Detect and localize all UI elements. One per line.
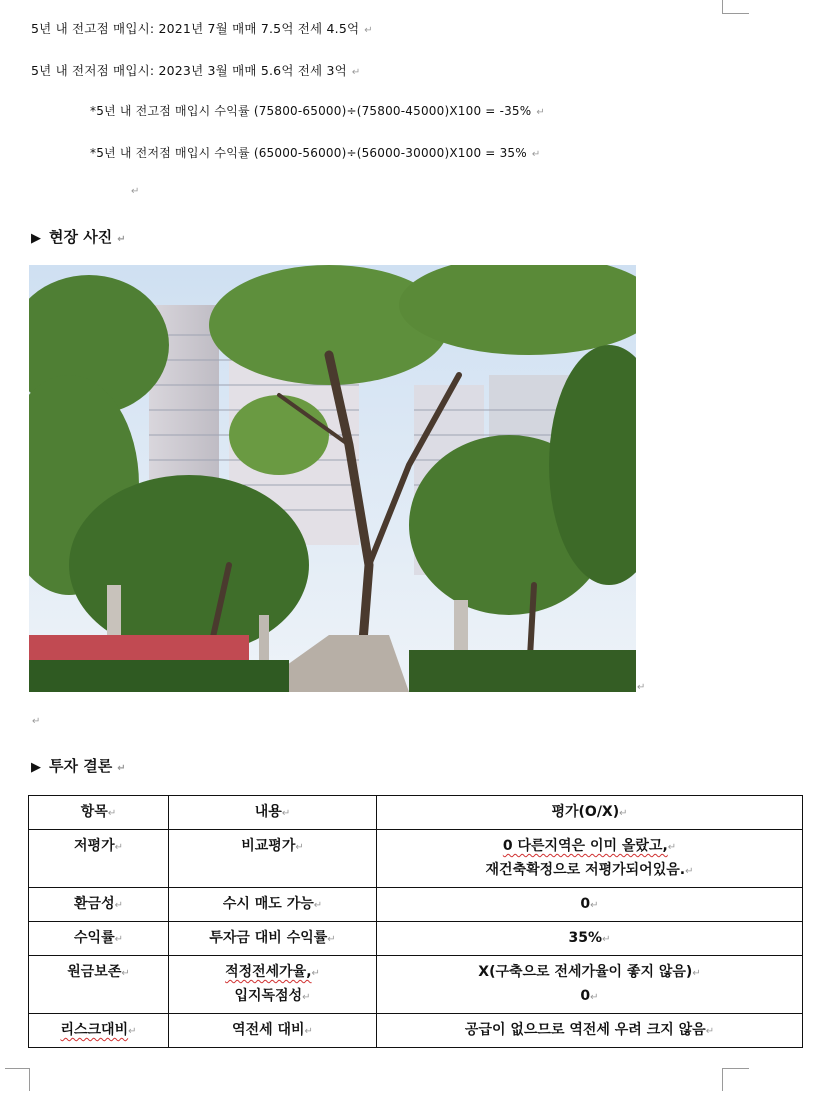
conclusion-table	[28, 795, 803, 1048]
paragraph-mark: ↵	[117, 234, 126, 245]
item-cell: 저평가↵	[29, 830, 169, 888]
evaluation-cell: X(구축으로 전세가율이 좋지 않음)↵ 0↵	[377, 956, 803, 1014]
content-cell: 비교평가↵	[169, 830, 377, 888]
table-row	[29, 888, 803, 922]
site-photo-heading	[31, 226, 126, 247]
content-cell: 수시 매도 가능↵	[169, 888, 377, 922]
header-cell: 내용↵	[169, 796, 377, 830]
line-text: *5년 내 전저점 매입시 수익률 (65000-56000)÷(56000-30000)X100 = 35%	[90, 146, 527, 160]
empty-paragraph	[27, 712, 41, 727]
content-cell: 적정전세가율,↵ 입지독점성↵	[169, 956, 377, 1014]
item-cell: 환금성↵	[29, 888, 169, 922]
content-cell: 투자금 대비 수익률↵	[169, 922, 377, 956]
table-row	[29, 830, 803, 888]
evaluation-cell: 35%↵	[377, 922, 803, 956]
evaluation-cell: 0 다른지역은 이미 올랐고,↵ 재건축확정으로 저평가되어있음.↵	[377, 830, 803, 888]
line-text: 5년 내 전저점 매입시: 2023년 3월 매매 5.6억 전세 3억	[31, 63, 347, 78]
paragraph-mark: ↵	[637, 682, 646, 693]
paragraph-mark: ↵	[117, 763, 126, 774]
photo-paragraph-mark	[632, 678, 646, 693]
page-corner-mark	[722, 0, 749, 14]
high-point-purchase-line	[31, 19, 373, 37]
evaluation-cell: 0↵	[377, 888, 803, 922]
evaluation-cell: 공급이 없으므로 역전세 우려 크지 않음↵	[377, 1014, 803, 1048]
paragraph-mark: ↵	[351, 67, 361, 78]
table-row	[29, 956, 803, 1014]
paragraph-mark: ↵	[536, 107, 545, 118]
low-point-return-formula	[90, 144, 540, 161]
item-cell: 원금보존↵	[29, 956, 169, 1014]
line-text: 5년 내 전고점 매입시: 2021년 7월 매매 7.5억 전세 4.5억	[31, 21, 360, 36]
line-text: *5년 내 전고점 매입시 수익률 (75800-65000)÷(75800-45000)X100 = -35%	[90, 104, 532, 118]
table-row	[29, 1014, 803, 1048]
header-cell: 평가(O/X)↵	[377, 796, 803, 830]
item-cell: 리스크대비↵	[29, 1014, 169, 1048]
table-header-row	[29, 796, 803, 830]
triangle-bullet-icon: ▶	[31, 760, 41, 775]
paragraph-mark: ↵	[131, 186, 140, 197]
heading-text: 투자 결론	[49, 757, 113, 775]
page-corner-mark	[5, 1068, 30, 1091]
low-point-purchase-line	[31, 61, 361, 79]
empty-paragraph	[126, 182, 140, 197]
investment-conclusion-heading	[31, 755, 126, 776]
item-cell: 수익률↵	[29, 922, 169, 956]
header-cell: 항목↵	[29, 796, 169, 830]
paragraph-mark: ↵	[32, 716, 41, 727]
triangle-bullet-icon: ▶	[31, 231, 41, 246]
heading-text: 현장 사진	[49, 228, 113, 246]
paragraph-mark: ↵	[364, 25, 373, 36]
site-photo	[29, 265, 636, 692]
paragraph-mark: ↵	[531, 149, 541, 160]
content-cell: 역전세 대비↵	[169, 1014, 377, 1048]
page-corner-mark	[722, 1068, 749, 1091]
table-row	[29, 922, 803, 956]
high-point-return-formula	[90, 102, 545, 119]
